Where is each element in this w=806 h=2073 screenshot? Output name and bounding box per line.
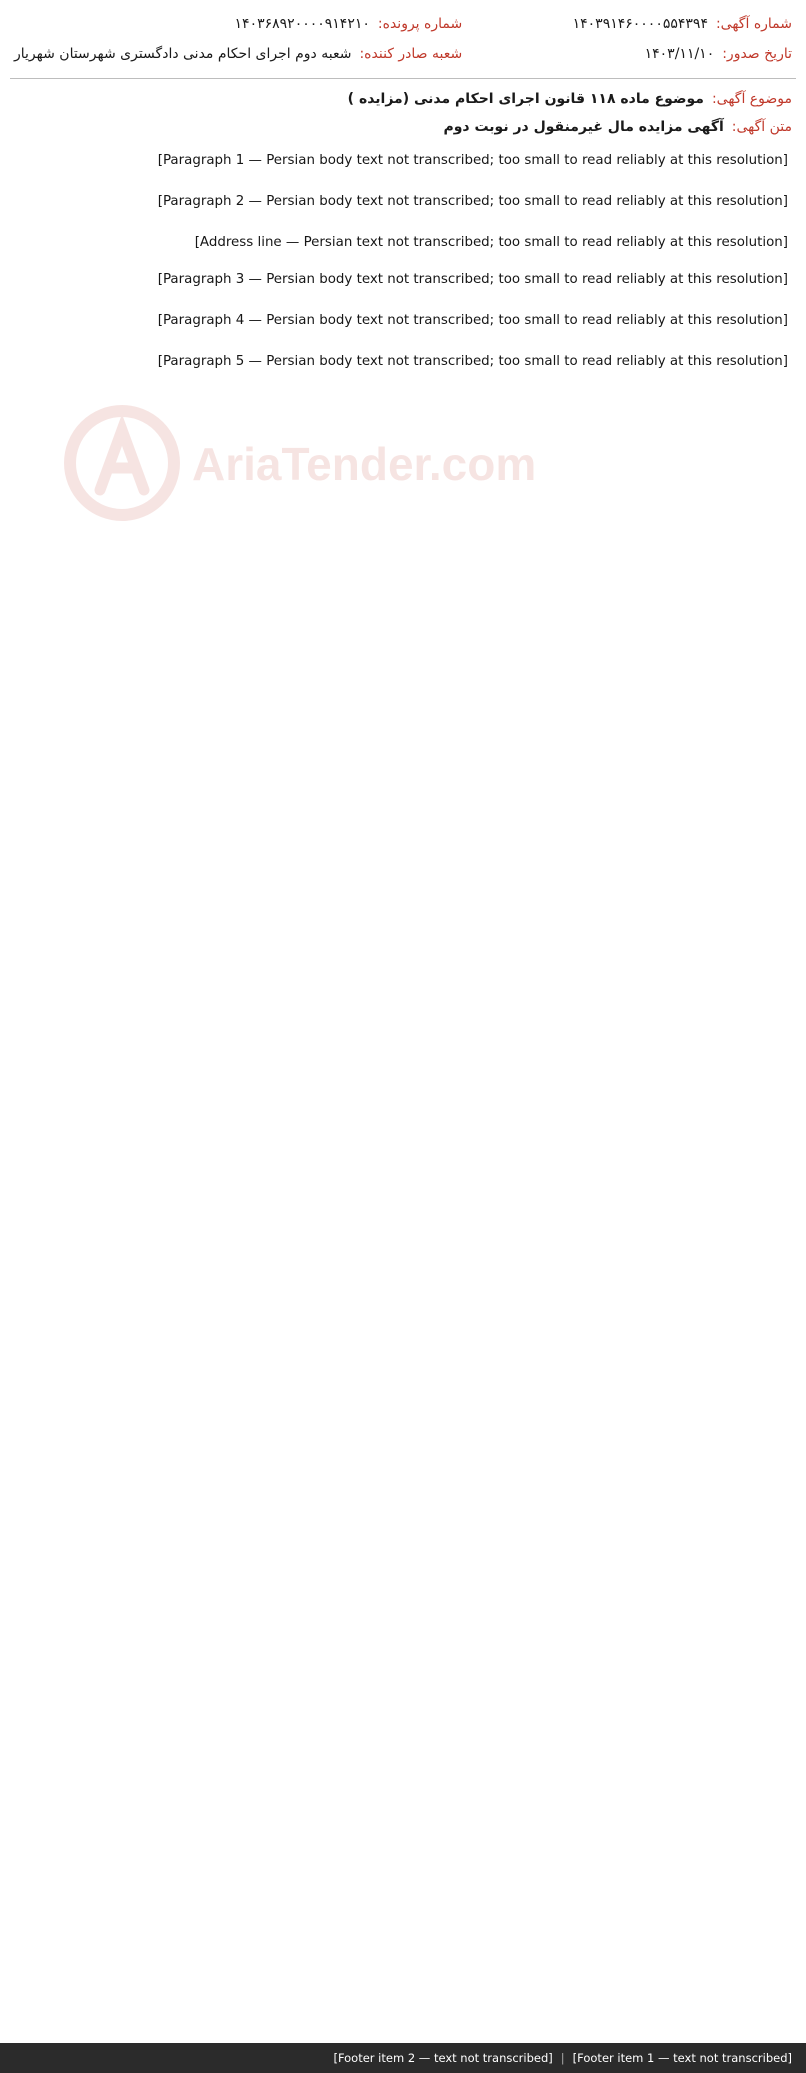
expert-assessment-paragraph: [Paragraph 4 — Persian body text not transcribed; too small to read reliably at this resolution]: [157, 313, 788, 328]
ad-text-label: متن آگهی:: [731, 119, 792, 135]
issuing-branch-field: [14, 46, 462, 62]
footer-item-electronic-services[interactable]: [Footer item 1 — text not transcribed]: [572, 2051, 792, 2065]
watermark-text: AriaTender.com: [192, 438, 537, 490]
notice-sheet: [8, 8, 798, 2031]
property-address: [Address line — Persian text not transcribed; too small to read reliably at this resolution]: [194, 235, 788, 250]
issue-date-value: ۱۴۰۳/۱۱/۱۰: [644, 46, 715, 62]
expert-report-intro-paragraph: [Paragraph 2 — Persian body text not transcribed; too small to read reliably at this resolution]: [157, 194, 788, 209]
header-divider: [10, 78, 796, 79]
notice-header: [8, 8, 798, 68]
ad-number-value: ۱۴۰۳۹۱۴۶۰۰۰۰۵۵۴۳۹۴: [572, 16, 708, 32]
watermark-logo-icon: [70, 411, 174, 515]
ad-subject-value: موضوع ماده ۱۱۸ قانون اجرای احکام مدنی (مزایده ): [347, 91, 704, 107]
ariatender-watermark: [60, 398, 537, 528]
issuing-branch-label: شعبه صادر کننده:: [359, 46, 463, 62]
issuing-branch-value: شعبه دوم اجرای احکام مدنی دادگستری شهرستان شهریار: [14, 46, 352, 62]
issue-date-label: تاریخ صدور:: [722, 46, 792, 62]
case-number-field: [14, 16, 462, 32]
ad-text-value: آگهی مزایده مال غیرمنقول در نوبت دوم: [443, 119, 724, 135]
issue-date-field: [573, 46, 792, 62]
ad-subject-label: موضوع آگهی:: [711, 91, 792, 107]
header-left-column: [14, 16, 462, 62]
closing-paragraph: [Paragraph 5 — Persian body text not transcribed; too small to read reliably at this resolution]: [157, 354, 788, 369]
case-number-value: ۱۴۰۳۶۸۹۲۰۰۰۰۹۱۴۲۱۰: [234, 16, 370, 32]
case-number-label: شماره پرونده:: [377, 16, 463, 32]
case-details-paragraph: [Paragraph 1 — Persian body text not transcribed; too small to read reliably at this resolution]: [157, 153, 788, 168]
footer-item-registration-system[interactable]: [Footer item 2 — text not transcribed]: [333, 2051, 553, 2065]
ad-subject: [14, 91, 792, 107]
ad-number-label: شماره آگهی:: [715, 16, 792, 32]
ad-number-field: [573, 16, 792, 32]
ad-text-title: [14, 119, 792, 135]
header-right-column: [573, 16, 792, 62]
footer-bar: [0, 2043, 806, 2073]
registry-details-paragraph: [Paragraph 3 — Persian body text not transcribed; too small to read reliably at this resolution]: [157, 272, 788, 287]
footer-separator: |: [560, 2051, 565, 2065]
notice-body: [18, 147, 788, 375]
